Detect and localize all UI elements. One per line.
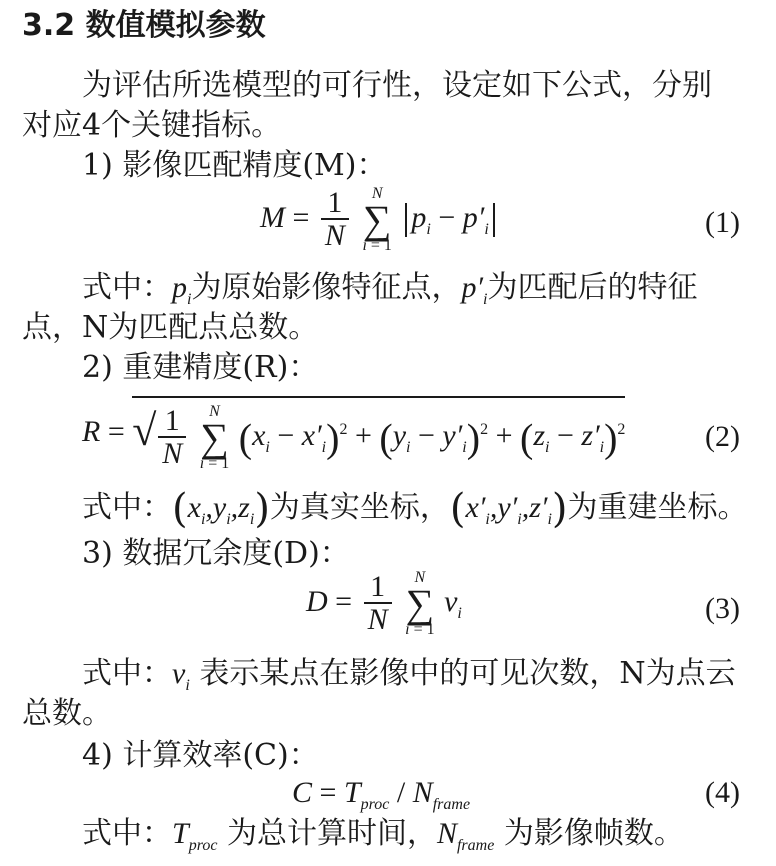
equation-4-number: (4) bbox=[705, 776, 740, 809]
item-3-desc-line-2: 总数。 bbox=[22, 696, 112, 731]
equation-1: M = $\frac{1}{N}$ N ∑ i = 1 $p_i - p'_i$ bbox=[260, 186, 499, 254]
equation-2-number: (2) bbox=[705, 420, 740, 453]
item-1-desc-line-2: 点，N为匹配点总数。 bbox=[22, 310, 319, 345]
section-number: 3.2 bbox=[22, 8, 76, 43]
item-3-label: 3) 数据冗余度(D)： bbox=[82, 536, 350, 571]
equation-3: D = $\frac{1}{N}$ N ∑ i = 1 $v_i$ bbox=[306, 569, 462, 638]
intro-line-2: 对应4个关键指标。 bbox=[22, 108, 282, 143]
equation-2: R = √ $\frac{1}{N}$ N ∑ i = 1 $(x_i - x'_i)^2 + (y_i - y'_i)^2 + (z_i - z'_i)^2$ bbox=[82, 396, 625, 472]
item-2-desc-line-1: 式中：$(x_i,y_i,z_i)$为真实坐标，$(x'_i,y'_i,z'_i)$为重建坐标。 bbox=[82, 486, 748, 532]
equation-4: $C = T_{proc} / N_{frame}$ bbox=[292, 776, 471, 813]
item-4-label: 4) 计算效率(C)： bbox=[82, 738, 319, 773]
item-1-desc-line-1: 式中：$p_i$为原始影像特征点，$p'_i$为匹配后的特征 bbox=[82, 270, 698, 308]
equation-1-number: (1) bbox=[705, 206, 740, 239]
section-heading bbox=[22, 6, 266, 46]
item-1-label: 1) 影像匹配精度(M)： bbox=[82, 148, 387, 183]
item-4-desc-line-1: 式中：$T_{proc}$ 为总计算时间，$N_{frame}$ 为影像帧数。 bbox=[82, 816, 684, 854]
equation-3-number: (3) bbox=[705, 592, 740, 625]
item-3-desc-line-1: 式中：$v_i$ 表示某点在影像中的可见次数，N为点云 bbox=[82, 656, 736, 694]
section-title: 数值模拟参数 bbox=[85, 8, 266, 43]
intro-line-1: 为评估所选模型的可行性，设定如下公式，分别 bbox=[82, 68, 712, 103]
item-2-label: 2) 重建精度(R)： bbox=[82, 350, 319, 385]
